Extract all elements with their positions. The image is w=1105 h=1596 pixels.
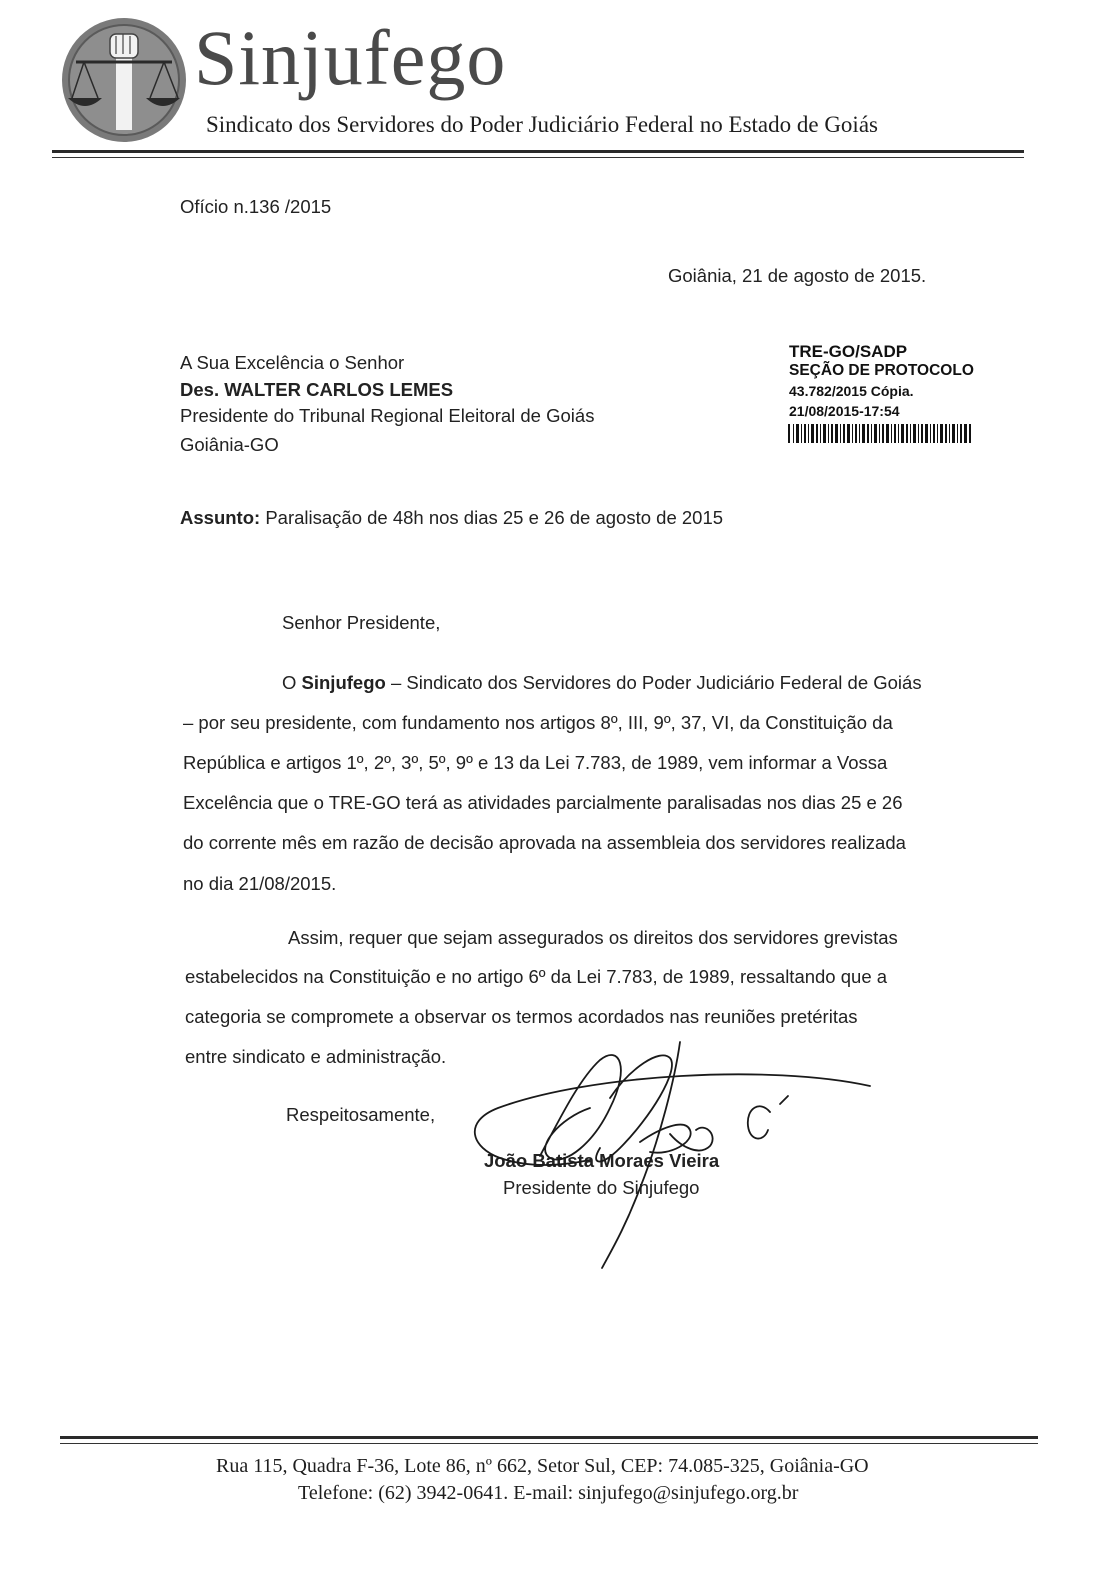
stamp-datetime: 21/08/2015-17:54 [789, 403, 900, 419]
signatory-title: Presidente do Sinjufego [503, 1177, 700, 1198]
stamp-office: TRE-GO/SADP [789, 342, 908, 361]
recipient-city: Goiânia-GO [180, 434, 279, 455]
footer-rule [60, 1436, 1038, 1439]
paragraph-1-line-2: – por seu presidente, com fundamento nos artigos 8º, III, 9º, 37, VI, da Constituição da [183, 712, 893, 733]
recipient-name: Des. WALTER CARLOS LEMES [180, 379, 454, 400]
brand-subtitle: Sindicato dos Servidores do Poder Judiciário Federal no Estado de Goiás [206, 112, 878, 137]
stamp-protocol-number: 43.782/2015 Cópia. [789, 383, 914, 399]
paragraph-2-line-1: Assim, requer que sejam assegurados os direitos dos servidores grevistas [288, 927, 898, 948]
p1-line1-rest: – Sindicato dos Servidores do Poder Judiciário Federal de Goiás [385, 672, 922, 693]
subject-text: Paralisação de 48h nos dias 25 e 26 de agosto de 2015 [265, 507, 724, 528]
sinjufego-logo [58, 14, 190, 146]
recipient-salutation: A Sua Excelência o Senhor [180, 352, 405, 373]
paragraph-1-line-3: República e artigos 1º, 2º, 3º, 5º, 9º e 13 da Lei 7.783, de 1989, vem informar a Vossa [183, 752, 888, 773]
header-rule-thin [52, 157, 1024, 158]
footer-address: Rua 115, Quadra F-36, Lote 86, nº 662, Setor Sul, CEP: 74.085-325, Goiânia-GO [216, 1455, 869, 1477]
brand-name: Sinjufego [194, 14, 507, 101]
p1-start: O [282, 672, 302, 693]
greeting: Senhor Presidente, [282, 612, 441, 633]
subject-line [180, 507, 723, 529]
p1-org-name: Sinjufego [301, 672, 386, 693]
closing: Respeitosamente, [286, 1104, 436, 1125]
stamp-barcode [788, 424, 972, 443]
paragraph-1-line-5: do corrente mês em razão de decisão aprovada na assembleia dos servidores realizada [183, 832, 906, 853]
paragraph-2-line-3: categoria se compromete a observar os termos acordados nas reuniões pretéritas [185, 1006, 858, 1027]
subject-label: Assunto: [180, 507, 261, 528]
paragraph-2-line-2: estabelecidos na Constituição e no artigo 6º da Lei 7.783, de 1989, ressaltando que a [185, 966, 888, 987]
footer-rule-thin [60, 1443, 1038, 1444]
paragraph-2-line-4: entre sindicato e administração. [185, 1046, 447, 1067]
signatory-name: João Batista Moraes Vieira [484, 1150, 720, 1171]
paragraph-1-line-4: Excelência que o TRE-GO terá as atividades parcialmente paralisadas nos dias 25 e 26 [183, 792, 903, 813]
recipient-role: Presidente do Tribunal Regional Eleitoral de Goiás [180, 405, 595, 426]
footer-contact: Telefone: (62) 3942-0641. E-mail: sinjufego@sinjufego.org.br [298, 1482, 799, 1504]
paragraph-1-line-1 [282, 672, 922, 694]
stamp-section: SEÇÃO DE PROTOCOLO [789, 362, 974, 379]
paragraph-1-line-6: no dia 21/08/2015. [183, 873, 337, 894]
document-reference: Ofício n.136 /2015 [180, 196, 332, 217]
handwritten-signature [470, 1038, 880, 1270]
document-date: Goiânia, 21 de agosto de 2015. [668, 265, 927, 286]
header-rule [52, 150, 1024, 153]
